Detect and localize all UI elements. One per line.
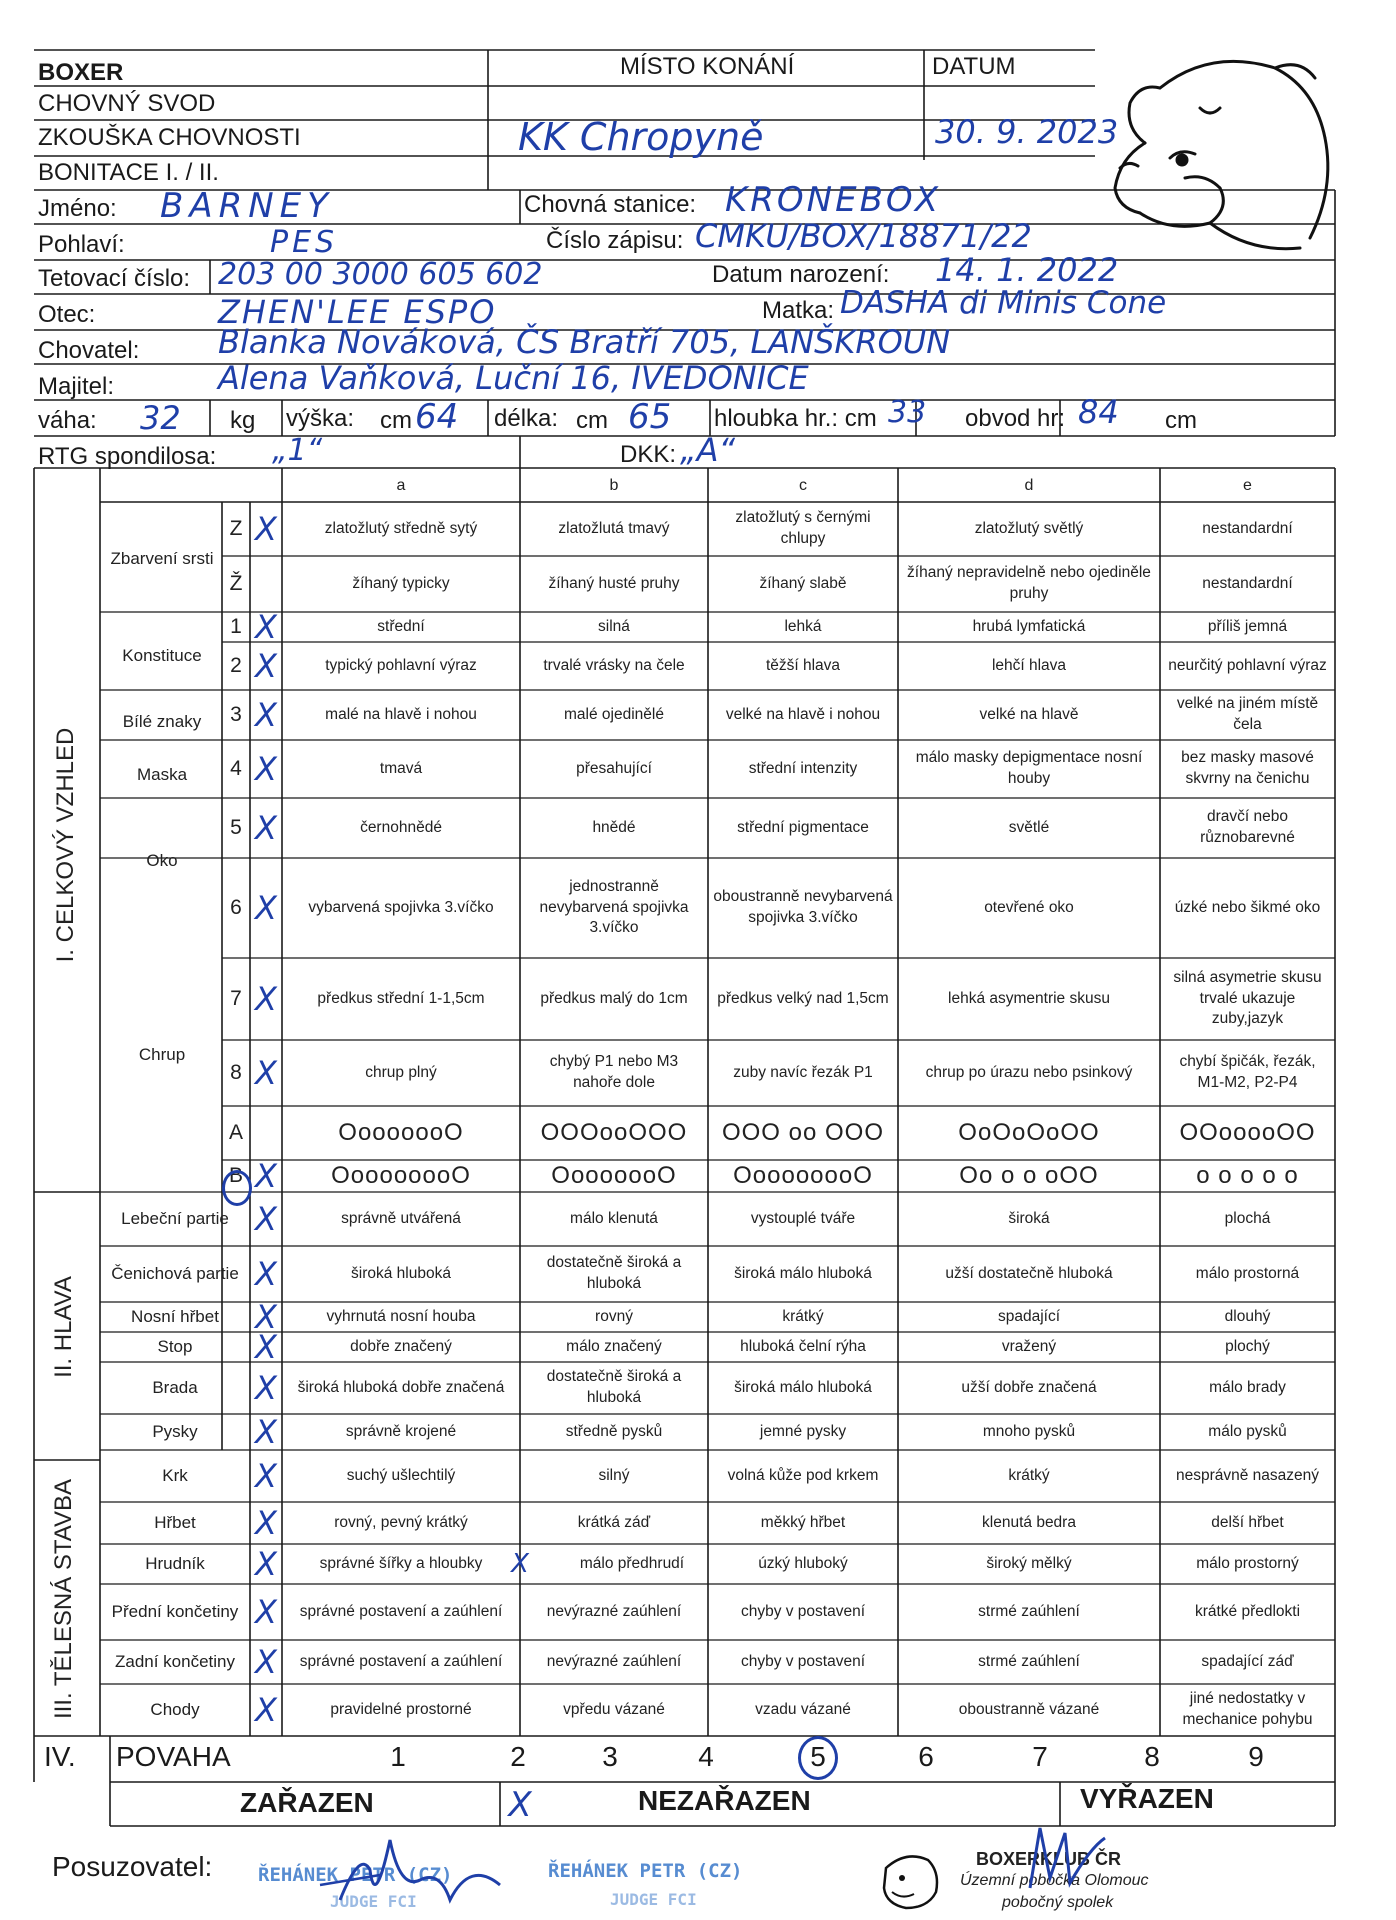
criterion-cell: hrubá lymfatická <box>972 617 1086 635</box>
father-value: ZHEN'LEE ESPO <box>218 293 497 331</box>
row-category: Chody <box>150 1699 200 1719</box>
col-header-c: c <box>799 477 807 495</box>
row-category: Stop <box>157 1336 193 1356</box>
category-konstituce: Konstituce <box>122 645 202 665</box>
criterion-cell: středně pysků <box>565 1422 663 1440</box>
girth-unit: cm <box>1165 407 1197 434</box>
povaha-scale-number: 4 <box>698 1741 714 1772</box>
section-telesna-stavba: III. TĚLESNÁ STAVBA <box>50 1478 77 1720</box>
category-maska: Maska <box>136 764 188 784</box>
criterion-cell: velké na hlavě <box>979 705 1079 723</box>
criterion-cell: měkký hřbet <box>760 1513 846 1531</box>
criterion-cell: široká hluboká dobře značená <box>297 1378 505 1396</box>
criterion-cell: žíhaný nepravidelně nebo ojediněle pruhy <box>907 564 1151 602</box>
criterion-cell: široká <box>1008 1209 1050 1227</box>
rtg-label: RTG spondilosa: <box>38 443 217 470</box>
criterion-cell: typický pohlavní výraz <box>325 656 477 674</box>
sex-label: Pohlaví: <box>38 231 125 258</box>
criterion-cell: příliš jemná <box>1207 617 1288 635</box>
birth-value: 14. 1. 2022 <box>935 251 1119 289</box>
teeth-diagram: OooooooO <box>551 1162 677 1189</box>
criterion-cell: předkus velký nad 1,5cm <box>717 989 889 1007</box>
criterion-cell: chrup po úrazu nebo psinkový <box>925 1063 1133 1081</box>
row-category: Pysky <box>152 1421 198 1441</box>
row-check-mark: X <box>255 1504 277 1542</box>
teeth-diagram: OOOooOOO <box>540 1119 688 1146</box>
criterion-cell: těžší hlava <box>765 656 841 674</box>
weight-unit: kg <box>230 407 256 434</box>
result-nezarazen: NEZAŘAZEN <box>638 1785 811 1816</box>
criterion-cell: spadající záď <box>1201 1652 1294 1670</box>
row-check-mark: X <box>255 608 277 646</box>
criterion-cell: velké na jiném místě čela <box>1176 695 1319 733</box>
criterion-cell: vybarvená spojivka 3.víčko <box>308 898 494 916</box>
judge-signature <box>300 1830 580 1920</box>
criterion-cell: dravčí nebo různobarevné <box>1200 808 1295 846</box>
row-check-mark-b: X <box>511 1549 529 1579</box>
criterion-cell: málo předhrudí <box>579 1554 685 1572</box>
criterion-cell: velké na hlavě i nohou <box>725 705 881 723</box>
reg-value: CMKU/BOX/18871/22 <box>695 217 1032 255</box>
dkk-label: DKK: <box>620 441 677 468</box>
tattoo-value: 203 00 3000 605 602 <box>218 257 543 292</box>
criterion-cell: světlé <box>1008 818 1050 836</box>
criterion-cell: nestandardní <box>1202 519 1293 537</box>
result-zarazen: ZAŘAZEN <box>240 1787 374 1818</box>
criterion-cell: úzký hluboký <box>758 1554 848 1572</box>
criterion-cell: plochá <box>1224 1209 1271 1227</box>
row-code: Ž <box>229 572 243 595</box>
owner-label: Majitel: <box>38 373 115 400</box>
criterion-cell: suchý ušlechtilý <box>346 1466 456 1484</box>
criterion-cell: málo brady <box>1209 1378 1286 1396</box>
povaha-scale-number: 8 <box>1144 1741 1160 1772</box>
category-bile: Bílé znaky <box>122 711 202 731</box>
row-category: Krk <box>162 1465 188 1485</box>
section-celkovy-vzhled: I. CELKOVÝ VZHLED <box>52 727 79 963</box>
criterion-cell: krátký <box>1008 1466 1050 1484</box>
criterion-cell: široký mělký <box>986 1554 1072 1572</box>
section-hlava: II. HLAVA <box>50 1276 77 1378</box>
club-name: BOXERKLUB ČR <box>976 1849 1122 1869</box>
criterion-cell: zlatožlutý s černými chlupy <box>735 509 871 547</box>
criterion-cell: málo prostorný <box>1196 1554 1299 1572</box>
header-line-2: ZKOUŠKA CHOVNOSTI <box>38 124 301 151</box>
criterion-cell: střední <box>377 617 425 635</box>
criterion-cell: žíhaný typicky <box>352 574 450 592</box>
criterion-cell: černohnědé <box>360 818 442 836</box>
row-code: 3 <box>230 703 242 726</box>
criterion-cell: hluboká čelní rýha <box>740 1337 866 1355</box>
criterion-cell: volná kůže pod krkem <box>727 1466 879 1484</box>
teeth-diagram: Oo o o oOO <box>959 1162 1099 1189</box>
reg-label: Číslo zápisu: <box>546 227 684 254</box>
criterion-cell: chybý P1 nebo M3 nahoře dole <box>549 1053 679 1091</box>
row-check-mark: X <box>255 889 277 927</box>
row-check-mark: X <box>255 750 277 788</box>
criterion-cell: malé na hlavě i nohou <box>325 705 477 723</box>
criterion-cell: trvalé vrásky na čele <box>543 656 685 674</box>
row-check-mark: X <box>255 1200 277 1238</box>
weight-label: váha: <box>38 407 97 434</box>
criterion-cell: hnědé <box>592 818 636 836</box>
criterion-cell: silná <box>598 617 630 635</box>
criterion-cell: vzadu vázané <box>755 1700 851 1718</box>
judge-stamp-1: ŘEHÁNEK PETR (CZ) <box>258 1864 453 1886</box>
rtg-value: „1“ <box>272 433 323 468</box>
criterion-cell: málo pysků <box>1208 1422 1287 1440</box>
criterion-cell: široká málo hluboká <box>734 1378 872 1396</box>
club-branch: Územní pobočka Olomouc <box>960 1872 1149 1889</box>
weight-value: 32 <box>140 399 181 437</box>
criterion-cell: chyby v postavení <box>740 1652 866 1670</box>
row-code: 5 <box>230 816 242 839</box>
mother-label: Matka: <box>762 297 835 324</box>
row-check-mark: X <box>255 1054 277 1092</box>
owner-value: Alena Vaňková, Luční 16, IVEDONICE <box>218 359 809 397</box>
row-check-mark: X <box>255 1413 277 1451</box>
povaha-selected-circle <box>798 1736 838 1780</box>
date-value: 30. 9. 2023 <box>935 113 1119 151</box>
criterion-cell: otevřené oko <box>984 898 1074 916</box>
criterion-cell: úzké nebo šikmé oko <box>1174 898 1321 916</box>
criterion-cell: jemné pysky <box>759 1422 847 1440</box>
criterion-cell: oboustranně nevybarvená spojivka 3.víčko <box>713 888 893 926</box>
criterion-cell: klenutá bedra <box>982 1513 1076 1531</box>
povaha-scale-number: 5 <box>810 1741 826 1772</box>
criterion-cell: střední intenzity <box>748 759 858 777</box>
criterion-cell: neurčitý pohlavní výraz <box>1168 656 1327 674</box>
criterion-cell: správné postavení a zaúhlení <box>299 1602 503 1620</box>
teeth-diagram: OOO oo OOO <box>721 1119 885 1146</box>
criterion-cell: málo masky depigmentace nosní houby <box>915 749 1143 787</box>
criterion-cell: bez masky masové skvrny na čenichu <box>1181 749 1314 787</box>
povaha-scale-number: 9 <box>1248 1741 1264 1772</box>
row-category: Hrudník <box>145 1553 205 1573</box>
row-code: 4 <box>230 757 242 780</box>
criterion-cell: plochý <box>1225 1337 1270 1355</box>
row-check-mark: X <box>255 647 277 685</box>
row-code: 1 <box>230 615 242 638</box>
criterion-cell: vystouplé tváře <box>750 1209 856 1227</box>
col-header-d: d <box>1024 477 1034 495</box>
criterion-cell: nestandardní <box>1202 574 1293 592</box>
criterion-cell: žíhaný husté pruhy <box>548 574 680 592</box>
povaha-scale-number: 7 <box>1032 1741 1048 1772</box>
row-check-mark: X <box>255 1691 277 1729</box>
criterion-cell: chyby v postavení <box>740 1602 866 1620</box>
depth-value: 33 <box>888 395 927 430</box>
criterion-cell: zlatožlutý světlý <box>974 519 1084 537</box>
row-check-mark: X <box>255 510 277 548</box>
height-label: výška: <box>286 405 355 432</box>
povaha-scale-number: 1 <box>390 1741 406 1772</box>
row-category: Brada <box>152 1377 198 1397</box>
date-label: DATUM <box>932 53 1016 80</box>
depth-label: hloubka hr.: cm <box>714 405 877 432</box>
birth-label: Datum narození: <box>712 261 890 288</box>
criterion-cell: užší dostatečně hluboká <box>945 1264 1113 1282</box>
row-check-mark <box>250 1106 282 1160</box>
criterion-cell: přesahující <box>576 759 652 777</box>
criterion-cell: krátký <box>782 1307 824 1325</box>
judge-stamp-1b: JUDGE FCI <box>330 1892 417 1911</box>
judge-stamp-2: ŘEHÁNEK PETR (CZ) <box>548 1860 743 1882</box>
col-header-e: e <box>1243 477 1252 495</box>
criterion-cell: rovný, pevný krátký <box>334 1513 468 1531</box>
col-header-a: a <box>396 477 406 495</box>
criterion-cell: široká málo hluboká <box>734 1264 872 1282</box>
tattoo-label: Tetovací číslo: <box>38 265 191 292</box>
result-vyrazen: VYŘAZEN <box>1080 1783 1214 1814</box>
criterion-cell: málo značený <box>566 1337 662 1355</box>
criterion-cell: zuby navíc řezák P1 <box>733 1063 873 1081</box>
criterion-cell: žíhaný slabě <box>759 574 847 592</box>
category-oko: Oko <box>146 850 178 870</box>
criterion-cell: tmavá <box>379 759 423 777</box>
criterion-cell: málo prostorná <box>1195 1264 1300 1282</box>
teeth-diagram: o o o o o <box>1196 1162 1299 1189</box>
length-label: délka: <box>494 405 559 432</box>
criterion-cell: zlatožlutá tmavý <box>558 519 670 537</box>
criterion-cell: vyhrnutá nosní houba <box>326 1307 476 1325</box>
row-check-mark: X <box>255 1643 277 1681</box>
criterion-cell: lehká <box>784 617 822 635</box>
category-chrup: Chrup <box>138 1044 186 1064</box>
row-category: Zadní končetiny <box>114 1651 235 1671</box>
place-value: KK Chropyně <box>518 115 764 159</box>
criterion-cell: správně krojené <box>345 1422 457 1440</box>
row-category: Čenichová partie <box>111 1263 239 1283</box>
girth-value: 84 <box>1078 393 1119 431</box>
judge-label: Posuzovatel: <box>52 1851 213 1882</box>
criterion-cell: předkus malý do 1cm <box>540 989 688 1007</box>
criterion-cell: lehčí hlava <box>991 656 1067 674</box>
result-mark: X <box>508 1785 532 1825</box>
row-check-mark: X <box>255 1255 277 1293</box>
criterion-cell: chybí špičák, řezák, M1-M2, P2-P4 <box>1179 1053 1316 1091</box>
header-line-3: BONITACE I. / II. <box>38 159 219 186</box>
row-category: Hřbet <box>154 1512 196 1532</box>
criterion-cell: pravidelné prostorné <box>330 1700 472 1718</box>
criterion-cell: strmé zaúhlení <box>978 1652 1080 1670</box>
criterion-cell: nevýrazné zaúhlení <box>546 1652 682 1670</box>
row-check-mark: X <box>255 1298 277 1336</box>
povaha-roman: IV. <box>44 1741 76 1772</box>
criterion-cell: spadající <box>997 1307 1061 1325</box>
criterion-cell: chrup plný <box>365 1063 437 1081</box>
height-unit: cm <box>380 407 412 434</box>
col-header-b: b <box>609 477 619 495</box>
girth-label: obvod hr: <box>965 405 1066 432</box>
row-category: Lebeční partie <box>121 1208 229 1228</box>
row-check-mark: X <box>255 696 277 734</box>
criterion-cell: užší dobře značená <box>961 1378 1097 1396</box>
criterion-cell: rovný <box>595 1307 633 1325</box>
criterion-cell: silná asymetrie skusu trvalé ukazuje zuby,jazyk <box>1173 968 1322 1028</box>
criterion-cell: zlatožlutý středně sytý <box>324 519 478 537</box>
criterion-cell: dobře značený <box>350 1337 452 1355</box>
criterion-cell: správné postavení a zaúhlení <box>299 1652 503 1670</box>
criterion-cell: nevýrazné zaúhlení <box>546 1602 682 1620</box>
club-type: pobočný spolek <box>1002 1894 1114 1911</box>
row-code: 8 <box>230 1061 242 1084</box>
father-label: Otec: <box>38 301 96 328</box>
povaha-scale-number: 6 <box>918 1741 934 1772</box>
criterion-cell: silný <box>598 1466 630 1484</box>
criterion-cell: dlouhý <box>1224 1307 1271 1325</box>
mother-value: DASHA di Minis Cone <box>840 285 1167 321</box>
club-signature <box>1010 1818 1130 1898</box>
povaha-label: POVAHA <box>116 1741 231 1772</box>
row-check-mark: X <box>255 1369 277 1407</box>
row-code: B <box>228 1164 243 1187</box>
teeth-diagram: OooooooO <box>338 1119 464 1146</box>
row-category: Nosní hřbet <box>131 1306 219 1326</box>
row-check-mark <box>250 556 282 612</box>
row-check-mark: X <box>255 1157 277 1195</box>
row-code: 2 <box>230 654 242 677</box>
criterion-cell: krátká záď <box>577 1513 651 1531</box>
row-code: Z <box>229 517 243 540</box>
criterion-cell: vražený <box>1001 1337 1057 1355</box>
criterion-cell: málo klenutá <box>570 1209 658 1227</box>
povaha-scale-number: 2 <box>510 1741 526 1772</box>
criterion-cell: vpředu vázané <box>563 1700 665 1718</box>
criterion-cell: krátké předlokti <box>1194 1602 1301 1620</box>
dkk-value: „A“ <box>680 431 736 469</box>
criterion-cell: strmé zaúhlení <box>978 1602 1080 1620</box>
povaha-scale-number: 3 <box>602 1741 618 1772</box>
criterion-cell: oboustranně vázané <box>958 1700 1100 1718</box>
row-category: Přední končetiny <box>111 1601 239 1621</box>
criterion-cell: delší hřbet <box>1211 1513 1284 1531</box>
row-check-mark: X <box>255 1545 277 1583</box>
criterion-cell: dostatečně široká a hluboká <box>546 1254 682 1292</box>
place-label: MÍSTO KONÁNÍ <box>620 53 795 80</box>
criterion-cell: střední pigmentace <box>737 818 869 836</box>
teeth-diagram: OoooooooO <box>331 1162 471 1189</box>
criterion-cell: správně utvářená <box>341 1209 461 1227</box>
length-unit: cm <box>576 407 608 434</box>
sex-value: PES <box>270 225 339 260</box>
row-check-mark: X <box>255 980 277 1018</box>
criterion-cell: dostatečně široká a hluboká <box>546 1368 682 1406</box>
criterion-cell: předkus střední 1-1,5cm <box>317 989 485 1007</box>
height-value: 64 <box>415 397 459 437</box>
criterion-cell: jednostranně nevybarvená spojivka 3.víčko <box>539 877 689 937</box>
teeth-diagram: OOooooOO <box>1179 1119 1316 1146</box>
header-line-1: CHOVNÝ SVOD <box>38 90 216 117</box>
breeder-value: Blanka Nováková, ČS Bratří 705, LANŠKROUN <box>218 323 951 361</box>
row-code: 6 <box>230 896 242 919</box>
breed-label: BOXER <box>38 59 124 86</box>
teeth-diagram: OoooooooO <box>733 1162 873 1189</box>
name-label: Jméno: <box>38 195 117 222</box>
row-code: A <box>228 1121 243 1144</box>
row-check-mark: X <box>255 1457 277 1495</box>
breeder-label: Chovatel: <box>38 337 140 364</box>
judge-stamp-2b: JUDGE FCI <box>610 1890 697 1909</box>
kennel-value: KRONEBOX <box>725 180 942 220</box>
row-code: 7 <box>230 987 242 1010</box>
criterion-cell: široká hluboká <box>351 1264 451 1282</box>
category-zbarveni: Zbarvení srsti <box>110 548 214 568</box>
teeth-diagram: OoOoOoOO <box>958 1119 1100 1146</box>
criterion-cell: správné šířky a hloubky <box>319 1554 483 1572</box>
criterion-cell: lehká asymentrie skusu <box>948 989 1110 1007</box>
row-check-mark: X <box>255 1593 277 1631</box>
name-value: BARNEY <box>160 186 334 226</box>
length-value: 65 <box>628 397 672 437</box>
boxer-club-logo-icon <box>876 1848 946 1912</box>
row-check-mark: X <box>255 809 277 847</box>
criterion-cell: nesprávně nasazený <box>1175 1466 1320 1484</box>
row-check-mark: X <box>255 1328 277 1366</box>
boxer-head-icon <box>1100 48 1340 258</box>
kennel-label: Chovná stanice: <box>524 191 697 218</box>
criterion-cell: mnoho pysků <box>982 1422 1076 1440</box>
criterion-cell: malé ojedinělé <box>564 705 664 723</box>
criterion-cell: jiné nedostatky v mechanice pohybu <box>1182 1690 1313 1728</box>
